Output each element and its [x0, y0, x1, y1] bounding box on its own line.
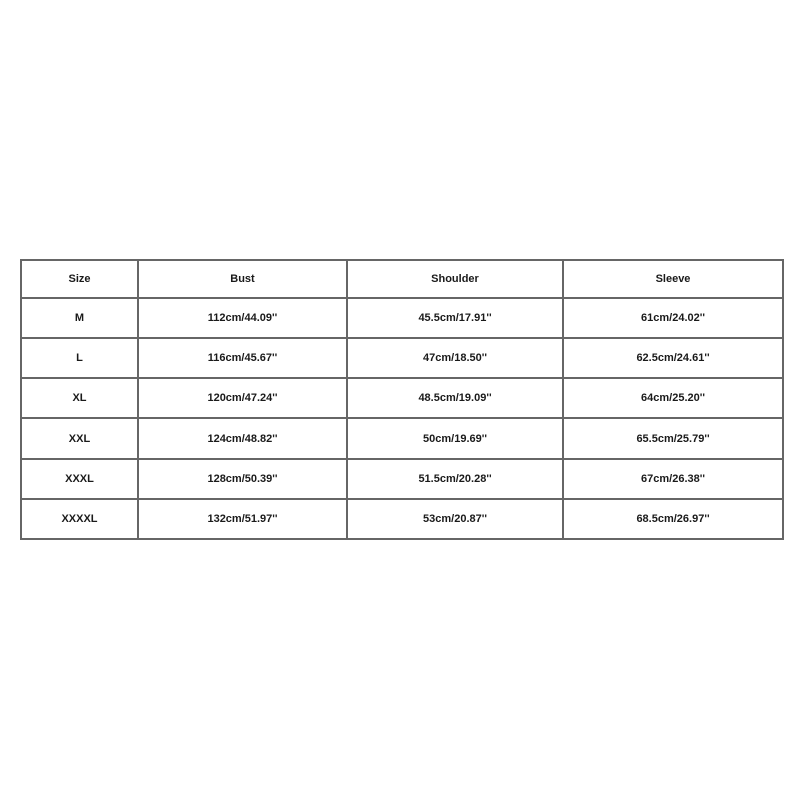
cell-sleeve: 62.5cm/24.61''	[563, 338, 783, 378]
cell-size: L	[21, 338, 138, 378]
cell-size: M	[21, 298, 138, 338]
cell-sleeve: 68.5cm/26.97''	[563, 499, 783, 539]
table-row	[21, 499, 783, 539]
table-row	[21, 338, 783, 378]
cell-shoulder: 48.5cm/19.09''	[347, 378, 563, 418]
table-row	[21, 298, 783, 338]
table-header-row	[21, 260, 783, 298]
header-bust: Bust	[138, 260, 347, 298]
cell-size: XL	[21, 378, 138, 418]
header-sleeve: Sleeve	[563, 260, 783, 298]
cell-bust: 124cm/48.82''	[138, 418, 347, 458]
cell-shoulder: 51.5cm/20.28''	[347, 459, 563, 499]
header-shoulder: Shoulder	[347, 260, 563, 298]
cell-bust: 128cm/50.39''	[138, 459, 347, 499]
cell-shoulder: 47cm/18.50''	[347, 338, 563, 378]
cell-size: XXL	[21, 418, 138, 458]
size-chart-table	[20, 259, 784, 540]
cell-bust: 132cm/51.97''	[138, 499, 347, 539]
cell-sleeve: 64cm/25.20''	[563, 378, 783, 418]
cell-size: XXXL	[21, 459, 138, 499]
cell-bust: 120cm/47.24''	[138, 378, 347, 418]
table-row	[21, 418, 783, 458]
cell-bust: 112cm/44.09''	[138, 298, 347, 338]
cell-shoulder: 53cm/20.87''	[347, 499, 563, 539]
cell-sleeve: 61cm/24.02''	[563, 298, 783, 338]
cell-sleeve: 65.5cm/25.79''	[563, 418, 783, 458]
cell-sleeve: 67cm/26.38''	[563, 459, 783, 499]
cell-shoulder: 50cm/19.69''	[347, 418, 563, 458]
table-row	[21, 459, 783, 499]
header-size: Size	[21, 260, 138, 298]
cell-size: XXXXL	[21, 499, 138, 539]
table-row	[21, 378, 783, 418]
cell-shoulder: 45.5cm/17.91''	[347, 298, 563, 338]
cell-bust: 116cm/45.67''	[138, 338, 347, 378]
